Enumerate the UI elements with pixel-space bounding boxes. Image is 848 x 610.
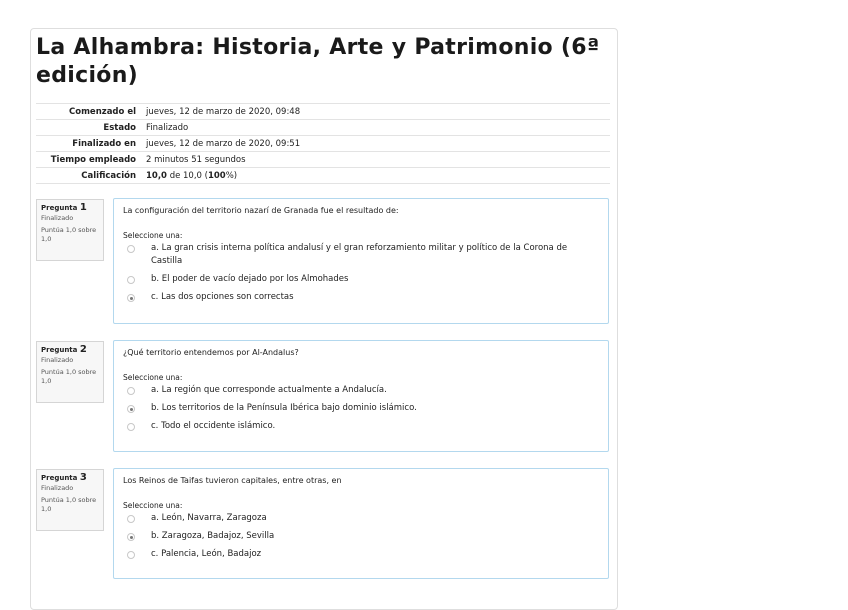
summary-value: Finalizado bbox=[142, 120, 610, 136]
radio-button[interactable] bbox=[127, 533, 135, 541]
question-num: 3 bbox=[79, 472, 87, 483]
grade-of: de 10,0 ( bbox=[169, 170, 208, 181]
radio-button[interactable] bbox=[127, 515, 135, 523]
summary-row-state bbox=[36, 120, 610, 136]
answer-option[interactable] bbox=[123, 402, 599, 415]
answer-option[interactable] bbox=[123, 512, 599, 525]
answer-prompt: Seleccione una: bbox=[123, 501, 183, 510]
question-text: La configuración del territorio nazarí de Granada fue el resultado de: bbox=[123, 206, 399, 215]
option-label: a. La gran crisis interna política andalusí y el gran reforzamiento militar y político de la Corona de Castilla bbox=[151, 243, 568, 266]
radio-button[interactable] bbox=[127, 294, 135, 302]
answer-option[interactable] bbox=[123, 384, 599, 397]
page-title: La Alhambra: Historia, Arte y Patrimonio (6ª edición) bbox=[36, 35, 600, 88]
option-label: c. Palencia, León, Badajoz bbox=[151, 549, 262, 559]
summary-label: Calificación bbox=[36, 168, 142, 184]
answer-option[interactable] bbox=[123, 420, 599, 433]
question-number bbox=[41, 345, 99, 355]
question-state: Finalizado bbox=[41, 356, 74, 364]
option-label: a. La región que corresponde actualmente a Andalucía. bbox=[151, 385, 387, 395]
question-grade: Puntúa 1,0 sobre 1,0 bbox=[41, 368, 97, 385]
summary-value: jueves, 12 de marzo de 2020, 09:48 bbox=[142, 104, 610, 120]
question-number bbox=[41, 473, 99, 483]
summary-row-started bbox=[36, 104, 610, 120]
answer-option[interactable] bbox=[123, 548, 599, 561]
summary-label: Finalizado en bbox=[36, 136, 142, 152]
grade-percent: 100 bbox=[207, 170, 226, 181]
question-prefix: Pregunta bbox=[41, 204, 78, 212]
question-info-2 bbox=[36, 341, 104, 403]
question-content-2 bbox=[113, 340, 609, 452]
summary-grade-value bbox=[142, 168, 610, 184]
question-prefix: Pregunta bbox=[41, 346, 78, 354]
grade-suffix: %) bbox=[225, 170, 238, 181]
question-text: ¿Qué territorio entendemos por Al-Andalus? bbox=[123, 348, 299, 357]
question-num: 2 bbox=[79, 344, 87, 355]
option-label: c. Las dos opciones son correctas bbox=[151, 292, 294, 302]
option-label: b. El poder de vacío dejado por los Almohades bbox=[151, 274, 349, 284]
question-grade: Puntúa 1,0 sobre 1,0 bbox=[41, 226, 97, 243]
question-content-3 bbox=[113, 468, 609, 579]
summary-row-time bbox=[36, 152, 610, 168]
question-prefix: Pregunta bbox=[41, 474, 78, 482]
question-info-1 bbox=[36, 199, 104, 261]
summary-value: jueves, 12 de marzo de 2020, 09:51 bbox=[142, 136, 610, 152]
question-grade: Puntúa 1,0 sobre 1,0 bbox=[41, 496, 97, 513]
question-number bbox=[41, 203, 99, 213]
option-label: a. León, Navarra, Zaragoza bbox=[151, 513, 267, 523]
summary-label: Tiempo empleado bbox=[36, 152, 142, 168]
answer-option[interactable] bbox=[123, 273, 599, 286]
answer-option[interactable] bbox=[123, 242, 599, 268]
attempt-summary-table bbox=[36, 103, 610, 184]
answer-option[interactable] bbox=[123, 530, 599, 543]
question-num: 1 bbox=[79, 202, 87, 213]
summary-label: Comenzado el bbox=[36, 104, 142, 120]
radio-button[interactable] bbox=[127, 405, 135, 413]
summary-label: Estado bbox=[36, 120, 142, 136]
answer-prompt: Seleccione una: bbox=[123, 373, 183, 382]
radio-button[interactable] bbox=[127, 276, 135, 284]
option-label: b. Zaragoza, Badajoz, Sevilla bbox=[151, 531, 275, 541]
radio-button[interactable] bbox=[127, 423, 135, 431]
answer-prompt: Seleccione una: bbox=[123, 231, 183, 240]
radio-button[interactable] bbox=[127, 551, 135, 559]
question-state: Finalizado bbox=[41, 484, 74, 492]
grade-score: 10,0 bbox=[146, 170, 167, 181]
question-info-3 bbox=[36, 469, 104, 531]
radio-button[interactable] bbox=[127, 245, 135, 253]
option-label: b. Los territorios de la Península Ibérica bajo dominio islámico. bbox=[151, 403, 417, 413]
question-state: Finalizado bbox=[41, 214, 74, 222]
option-label: c. Todo el occidente islámico. bbox=[151, 421, 276, 431]
summary-value: 2 minutos 51 segundos bbox=[142, 152, 610, 168]
radio-button[interactable] bbox=[127, 387, 135, 395]
question-text: Los Reinos de Taifas tuvieron capitales, entre otras, en bbox=[123, 476, 342, 485]
answer-option[interactable] bbox=[123, 291, 599, 304]
summary-row-finished bbox=[36, 136, 610, 152]
question-content-1 bbox=[113, 198, 609, 324]
summary-row-grade bbox=[36, 168, 610, 184]
